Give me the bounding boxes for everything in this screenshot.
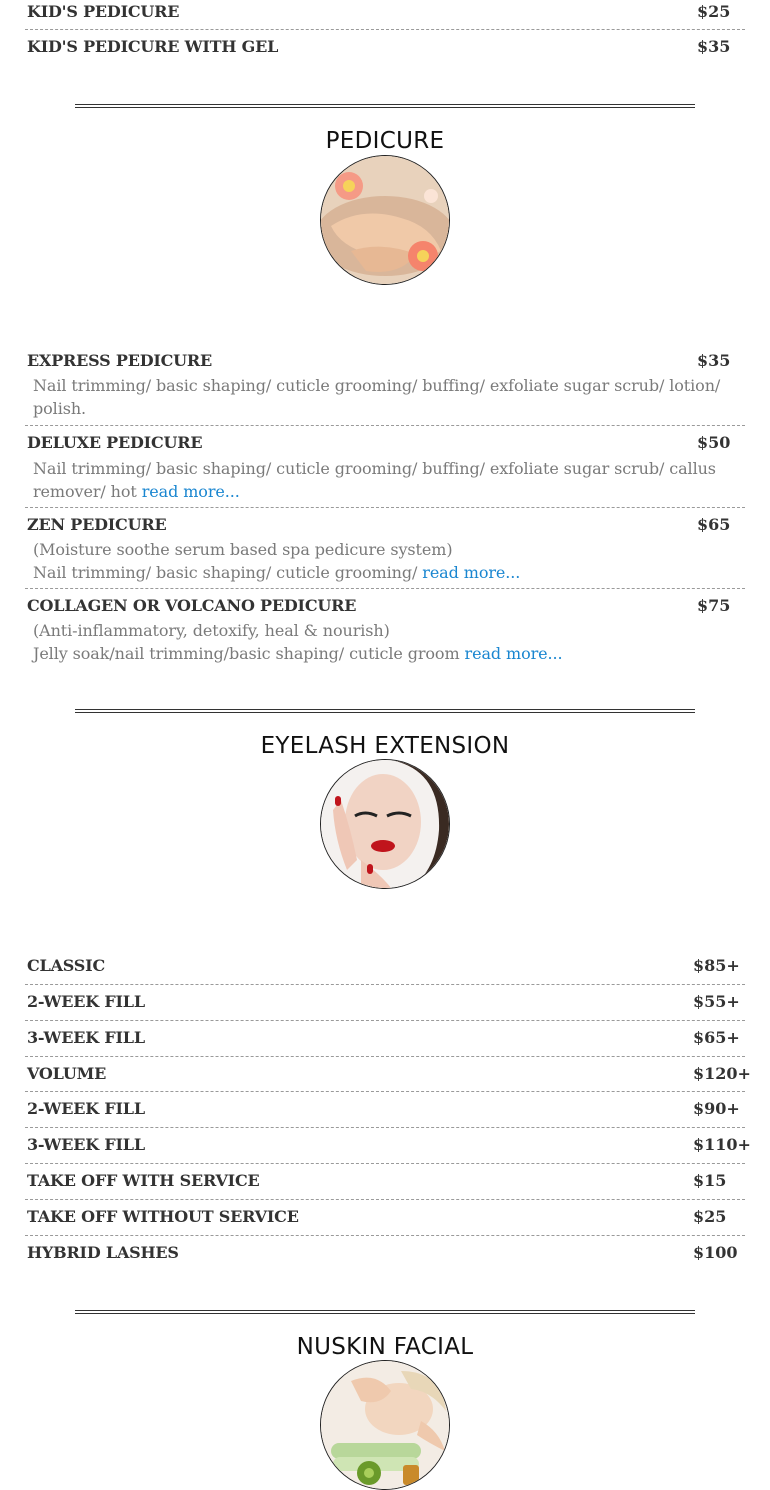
section-divider	[75, 104, 695, 108]
service-name: 3-WEEK FILL	[27, 1135, 145, 1154]
service-price: $25	[693, 1207, 727, 1226]
description-line: (Moisture soothe serum based spa pedicure system)	[33, 540, 453, 559]
service-description	[33, 374, 731, 420]
service-row	[25, 1057, 751, 1092]
service-price: $55+	[693, 992, 740, 1011]
service-price: $120+	[693, 1064, 751, 1083]
service-price: $90+	[693, 1099, 740, 1118]
service-description	[33, 457, 731, 503]
pedicure-service-list	[25, 349, 745, 671]
service-name: DELUXE PEDICURE	[27, 433, 203, 452]
service-row	[25, 1200, 745, 1236]
description-line: remover/ hot	[33, 482, 137, 501]
service-price: $75	[697, 596, 731, 615]
service-price: $15	[693, 1171, 727, 1190]
service-description	[33, 619, 731, 665]
service-name: KID'S PEDICURE WITH GEL	[27, 37, 279, 56]
section-title-facial: NUSKIN FACIAL	[296, 1334, 474, 1360]
section-title-pedicure: PEDICURE	[325, 128, 445, 154]
service-price: $65	[697, 515, 731, 534]
read-more-link[interactable]: read more...	[422, 563, 521, 582]
service-name: KID'S PEDICURE	[27, 2, 180, 21]
service-row	[25, 1128, 751, 1164]
service-row	[25, 985, 745, 1021]
service-price: $85+	[693, 956, 740, 975]
description-line-with-link	[33, 561, 731, 584]
service-name: ZEN PEDICURE	[27, 515, 167, 534]
section-divider	[75, 1310, 695, 1314]
service-row	[25, 508, 745, 589]
eyelash-service-list	[25, 949, 751, 1272]
read-more-link[interactable]: read more...	[141, 482, 240, 501]
service-row	[25, 349, 745, 426]
foot-massage-flowers-image	[320, 155, 450, 285]
description-line: Nail trimming/ basic shaping/ cuticle grooming/ buffing/ exfoliate sugar scrub/ callus	[33, 459, 716, 478]
facial-massage-image	[320, 1360, 450, 1490]
service-name: 3-WEEK FILL	[27, 1028, 145, 1047]
service-name: 2-WEEK FILL	[27, 992, 145, 1011]
description-line-with-link	[33, 480, 731, 503]
service-price: $65+	[693, 1028, 740, 1047]
service-row	[25, 949, 745, 985]
description-line: Jelly soak/nail trimming/basic shaping/ cuticle groom	[33, 644, 460, 663]
section-divider	[75, 709, 695, 713]
kids-service-list	[25, 0, 745, 66]
service-name: 2-WEEK FILL	[27, 1099, 145, 1118]
service-price: $35	[697, 351, 731, 370]
description-line-with-link	[33, 642, 731, 665]
service-name: CLASSIC	[27, 956, 105, 975]
service-name: VOLUME	[27, 1064, 107, 1083]
service-row	[25, 1164, 745, 1200]
service-row	[25, 426, 745, 508]
service-row	[25, 30, 745, 66]
service-price: $25	[697, 2, 731, 21]
description-line: (Anti-inflammatory, detoxify, heal & nourish)	[33, 621, 390, 640]
service-price: $110+	[693, 1135, 751, 1154]
service-row	[25, 1021, 745, 1057]
description-line: Nail trimming/ basic shaping/ cuticle grooming/	[33, 563, 418, 582]
service-row	[25, 1236, 745, 1272]
service-name: HYBRID LASHES	[27, 1243, 179, 1262]
service-name: TAKE OFF WITHOUT SERVICE	[27, 1207, 299, 1226]
woman-red-nails-image	[320, 759, 450, 889]
section-title-eyelash: EYELASH EXTENSION	[260, 733, 510, 759]
read-more-link[interactable]: read more...	[464, 644, 563, 663]
service-price: $100	[693, 1243, 738, 1262]
service-name: COLLAGEN OR VOLCANO PEDICURE	[27, 596, 357, 615]
service-price: $50	[697, 433, 731, 452]
service-row	[25, 589, 745, 671]
service-name: TAKE OFF WITH SERVICE	[27, 1171, 260, 1190]
description-line: Nail trimming/ basic shaping/ cuticle grooming/ buffing/ exfoliate sugar scrub/ lotion/	[33, 376, 721, 395]
service-description	[33, 538, 731, 584]
service-name: EXPRESS PEDICURE	[27, 351, 213, 370]
service-price: $35	[697, 37, 731, 56]
service-row	[25, 0, 745, 30]
service-row	[25, 1092, 745, 1128]
description-line: polish.	[33, 399, 87, 418]
